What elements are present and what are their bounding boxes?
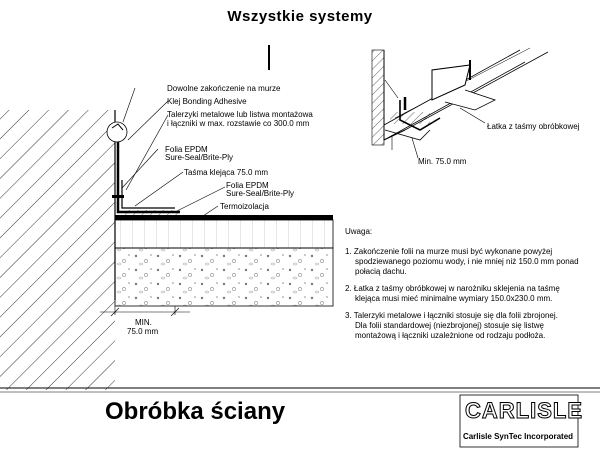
label-wall-termination: Dowolne zakończenie na murze [167, 84, 281, 93]
label-epdm-1-line2: Sure-Seal/Brite-Ply [165, 153, 234, 162]
carlisle-logo: CARLISLE [465, 398, 583, 423]
epdm-membrane [115, 215, 333, 220]
footer-title: Obróbka ściany [105, 398, 286, 425]
label-bonding-adhesive: Klej Bonding Adhesive [167, 97, 247, 106]
note-3-line3: montażową i łączniki uzależnione od rodzaju podłoża. [355, 331, 546, 340]
label-right-min: Min. 75.0 mm [418, 157, 467, 166]
note-1-line2: spodziewanego poziomu wody, i nie mniej niż 150.0 mm ponad [355, 257, 579, 266]
label-plates-line2: i łączniki w max. rozstawie co 300.0 mm [167, 119, 310, 128]
note-3-line2: Dla folii standardowej (niezbrojonej) stosuje się listwę [355, 321, 544, 330]
label-min-value: 75.0 mm [127, 327, 159, 336]
company-name: Carlisle SynTec Incorporated [462, 432, 574, 441]
note-3-line1: 3. Talerzyki metalowe i łączniki stosuje się dla folii zbrojonej. [345, 311, 558, 320]
diagram-title: Wszystkie systemy [227, 8, 373, 25]
label-min: MIN. [135, 318, 152, 327]
label-tape: Taśma klejąca 75.0 mm [184, 168, 269, 177]
right-isometric-detail [372, 48, 548, 158]
label-epdm-2-line2: Sure-Seal/Brite-Ply [226, 189, 295, 198]
concrete-deck [115, 248, 333, 306]
label-epdm-1-line1: Folia EPDM [165, 145, 208, 154]
label-insulation: Termoizolacja [220, 202, 269, 211]
label-epdm-2-line1: Folia EPDM [226, 181, 269, 190]
label-patch: Łatka z taśmy obróbkowej [487, 122, 580, 131]
note-1-line1: 1. Zakończenie folii na murze musi być wykonane powyżej [345, 247, 553, 256]
masonry-wall [0, 110, 115, 390]
label-plates-line1: Talerzyki metalowe lub listwa montażowa [167, 110, 313, 119]
insulation-layer [115, 220, 333, 248]
notes-heading: Uwaga: [345, 227, 373, 236]
note-1-line3: połacią dachu. [355, 267, 407, 276]
note-2-line2: klejąca musi mieć minimalne wymiary 150.0x230.0 mm. [355, 294, 553, 303]
note-2-line1: 2. Łatka z taśmy obróbkowej w narożniku sklejenia na taśmę [345, 284, 560, 293]
